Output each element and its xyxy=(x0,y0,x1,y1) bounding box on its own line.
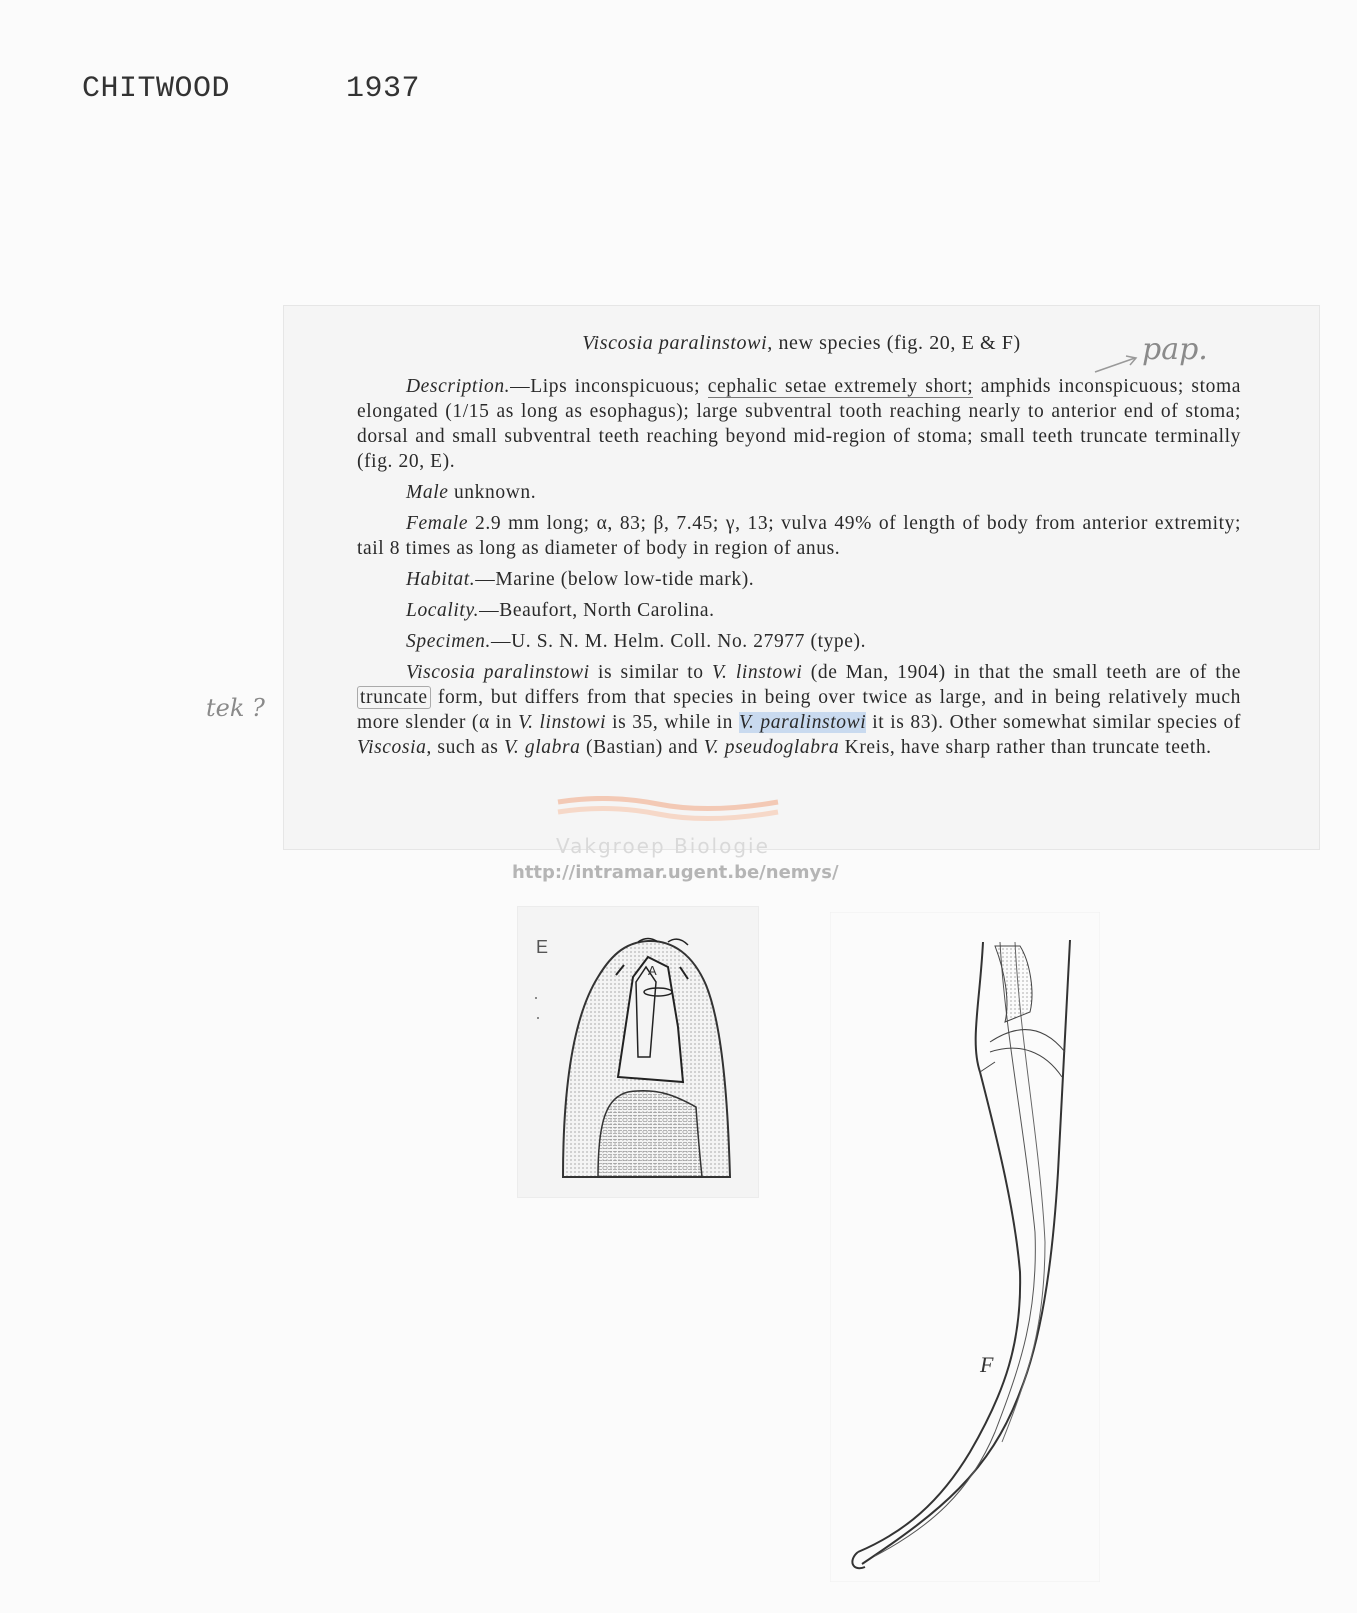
male-paragraph: Male unknown. xyxy=(406,482,537,503)
handwritten-arrow xyxy=(1090,350,1150,380)
handwritten-pap-note: pap. xyxy=(1142,332,1208,367)
species-description-body xyxy=(357,374,1241,766)
species-title: Viscosia paralinstowi, new species (fig. 20, E & F) xyxy=(582,332,1021,354)
year-heading: 1937 xyxy=(346,72,421,106)
figure-e-drawing xyxy=(518,907,758,1197)
author-heading: CHITWOOD xyxy=(82,72,231,106)
habitat-paragraph: Habitat.—Marine (below low-tide mark). xyxy=(406,569,755,590)
locality-paragraph: Locality.—Beaufort, North Carolina. xyxy=(406,600,715,621)
female-paragraph: Female 2.9 mm long; α, 83; β, 7.45; γ, 13; vulva 49% of length of body from anterior extremity; tail 8 times as long as diameter of body in region of anus. xyxy=(357,513,1241,559)
remarks-paragraph: Viscosia paralinstowi is similar to V. linstowi (de Man, 1904) in that the small teeth are of the truncate form, but differs from that species in being over twice as large, and in being relatively much more slender (α in V. linstowi is 35, while in V. paralinstowi it is 83). Other somewhat similar species of Viscosia, such as V. glabra (Bastian) and V. pseudoglabra Kreis, have sharp rather than truncate teeth. xyxy=(357,662,1242,758)
figure-f-clip xyxy=(830,912,1100,1582)
handwritten-tek-note: tek ? xyxy=(206,694,265,722)
figure-e-clip xyxy=(517,906,759,1198)
figure-e-label: E xyxy=(536,937,549,957)
figure-e-inner-label: A xyxy=(648,963,657,978)
specimen-paragraph: Specimen.—U. S. N. M. Helm. Coll. No. 27977 (type). xyxy=(406,631,867,652)
watermark-vakgroep: Vakgroep Biologie xyxy=(556,834,770,858)
watermark-url: http://intramar.ugent.be/nemys/ xyxy=(512,862,839,883)
watermark-logo xyxy=(548,796,788,828)
text-clipping xyxy=(283,305,1320,850)
figure-f-label: F xyxy=(980,1352,994,1377)
figure-f-drawing xyxy=(830,912,1100,1582)
description-paragraph: Description.—Lips inconspicuous; cephalic setae extremely short; amphids inconspicuous; stoma elongated (1/15 as long as esophagus); large subventral tooth reaching nearly to anterior end of stoma; dorsal and small subventral teeth reaching beyond mid-region of stoma; small teeth truncate terminally (fig. 20, E). xyxy=(357,376,1241,472)
